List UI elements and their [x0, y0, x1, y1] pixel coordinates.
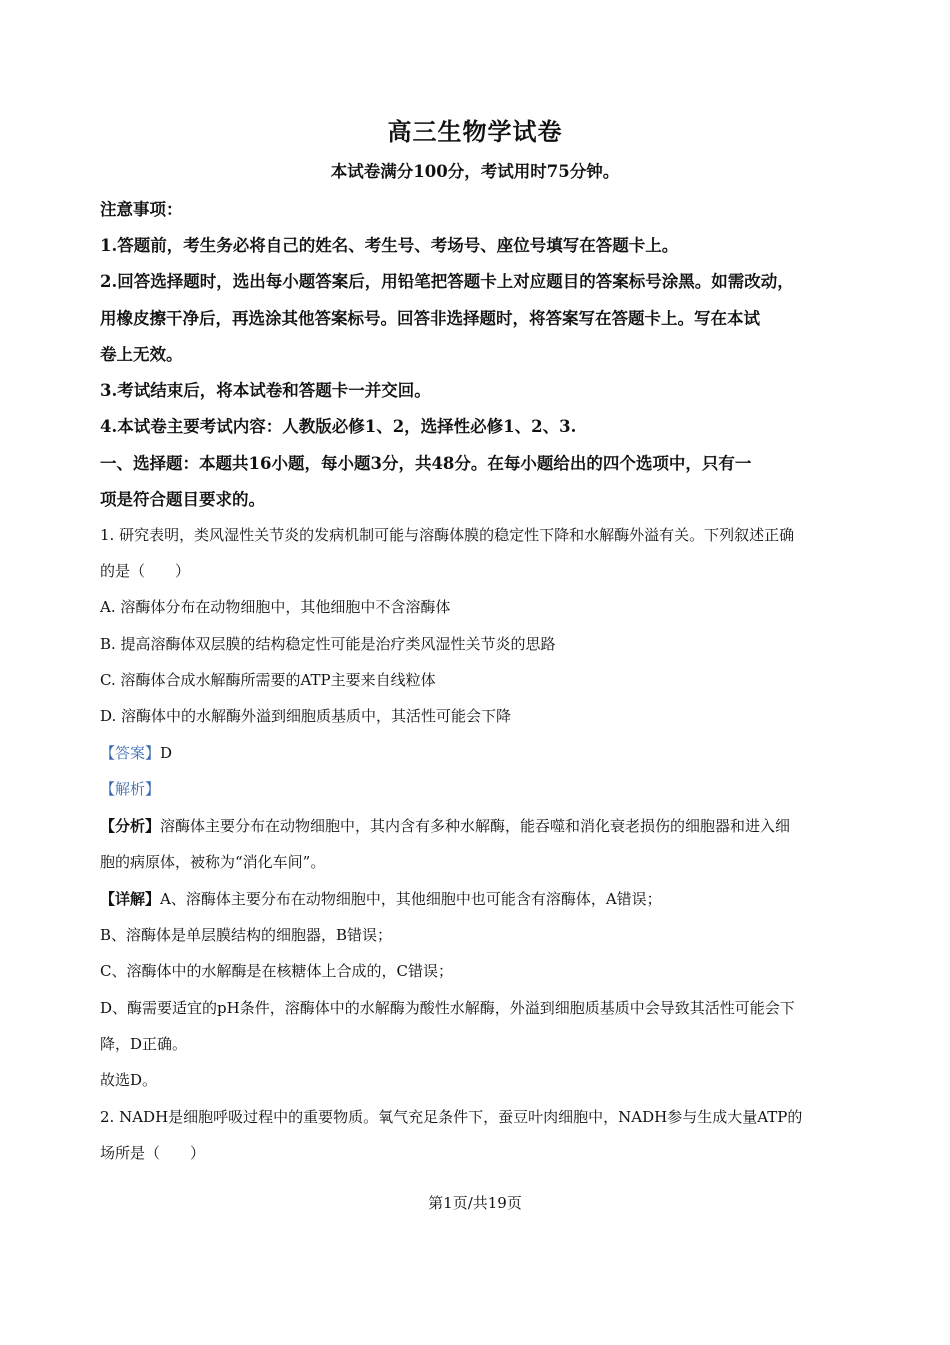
notice-heading: 注意事项：: [100, 200, 183, 219]
answer-tag: 【答案】: [100, 744, 161, 762]
page-title: 高三生物学试卷: [387, 117, 563, 146]
notice-line: 3.考试结束后，将本试卷和答题卡一并交回。: [100, 381, 431, 400]
xiangjie-text: B、溶酶体是单层膜结构的细胞器，B错误；: [100, 926, 393, 944]
notice-line: 2.回答选择题时，选出每小题答案后，用铅笔把答题卡上对应题目的答案标号涂黑。如需改动，: [100, 272, 794, 291]
fenxi-line: [100, 815, 860, 836]
xiangjie-text: C、溶酶体中的水解酶是在核糖体上合成的，C错误；: [100, 962, 453, 980]
xiangjie-line: [100, 888, 860, 909]
option-a: A. 溶酶体分布在动物细胞中，其他细胞中不含溶酶体: [100, 598, 451, 616]
fenxi-text: 胞的病原体，被称为“消化车间”。: [100, 853, 326, 871]
question-stem: 场所是（ ）: [100, 1144, 206, 1162]
section-heading: 一、选择题：本题共16小题，每小题3分，共48分。在每小题给出的四个选项中，只有一: [100, 454, 752, 473]
question-stem: 的是（ ）: [100, 562, 191, 580]
xiangjie-text: A、溶酶体主要分布在动物细胞中，其他细胞中也可能含有溶酶体，A错误；: [160, 890, 662, 908]
answer-value: D: [160, 744, 173, 762]
option-d: D. 溶酶体中的水解酶外溢到细胞质基质中，其活性可能会下降: [100, 707, 512, 725]
fenxi-tag: 【分析】: [100, 817, 161, 835]
fenxi-text: 溶酶体主要分布在动物细胞中，其内含有多种水解酶，能吞噬和消化衰老损伤的细胞器和进入细: [160, 817, 791, 835]
analysis-tag: 【解析】: [100, 780, 161, 798]
option-c: C. 溶酶体合成水解酶所需要的ATP主要来自线粒体: [100, 671, 436, 689]
section-heading: 项是符合题目要求的。: [100, 490, 265, 509]
answer-line: [100, 742, 860, 763]
notice-line: 1.答题前，考生务必将自己的姓名、考生号、考场号、座位号填写在答题卡上。: [100, 236, 679, 255]
notice-line: 卷上无效。: [100, 345, 183, 364]
notice-line: 用橡皮擦干净后，再选涂其他答案标号。回答非选择题时，将答案写在答题卡上。写在本试: [100, 309, 760, 328]
question-stem: 1. 研究表明，类风湿性关节炎的发病机制可能与溶酶体膜的稳定性下降和水解酶外溢有关。下列叙述正确: [100, 526, 795, 544]
conclusion: 故选D。: [100, 1071, 158, 1089]
xiangjie-tag: 【详解】: [100, 890, 161, 908]
exam-info: 本试卷满分100分，考试用时75分钟。: [330, 162, 620, 181]
notice-line: 4.本试卷主要考试内容：人教版必修1、2，选择性必修1、2、3.: [100, 417, 577, 436]
page-number: 第1页/共19页: [428, 1194, 522, 1212]
question-stem: 2. NADH是细胞呼吸过程中的重要物质。氧气充足条件下，蚕豆叶肉细胞中，NADH参与生成大量ATP的: [100, 1108, 803, 1126]
xiangjie-text: D、酶需要适宜的pH条件，溶酶体中的水解酶为酸性水解酶，外溢到细胞质基质中会导致其活性可能会下: [100, 999, 795, 1017]
xiangjie-text: 降，D正确。: [100, 1035, 188, 1053]
analysis-line: [100, 778, 860, 799]
option-b: B. 提高溶酶体双层膜的结构稳定性可能是治疗类风湿性关节炎的思路: [100, 635, 556, 653]
